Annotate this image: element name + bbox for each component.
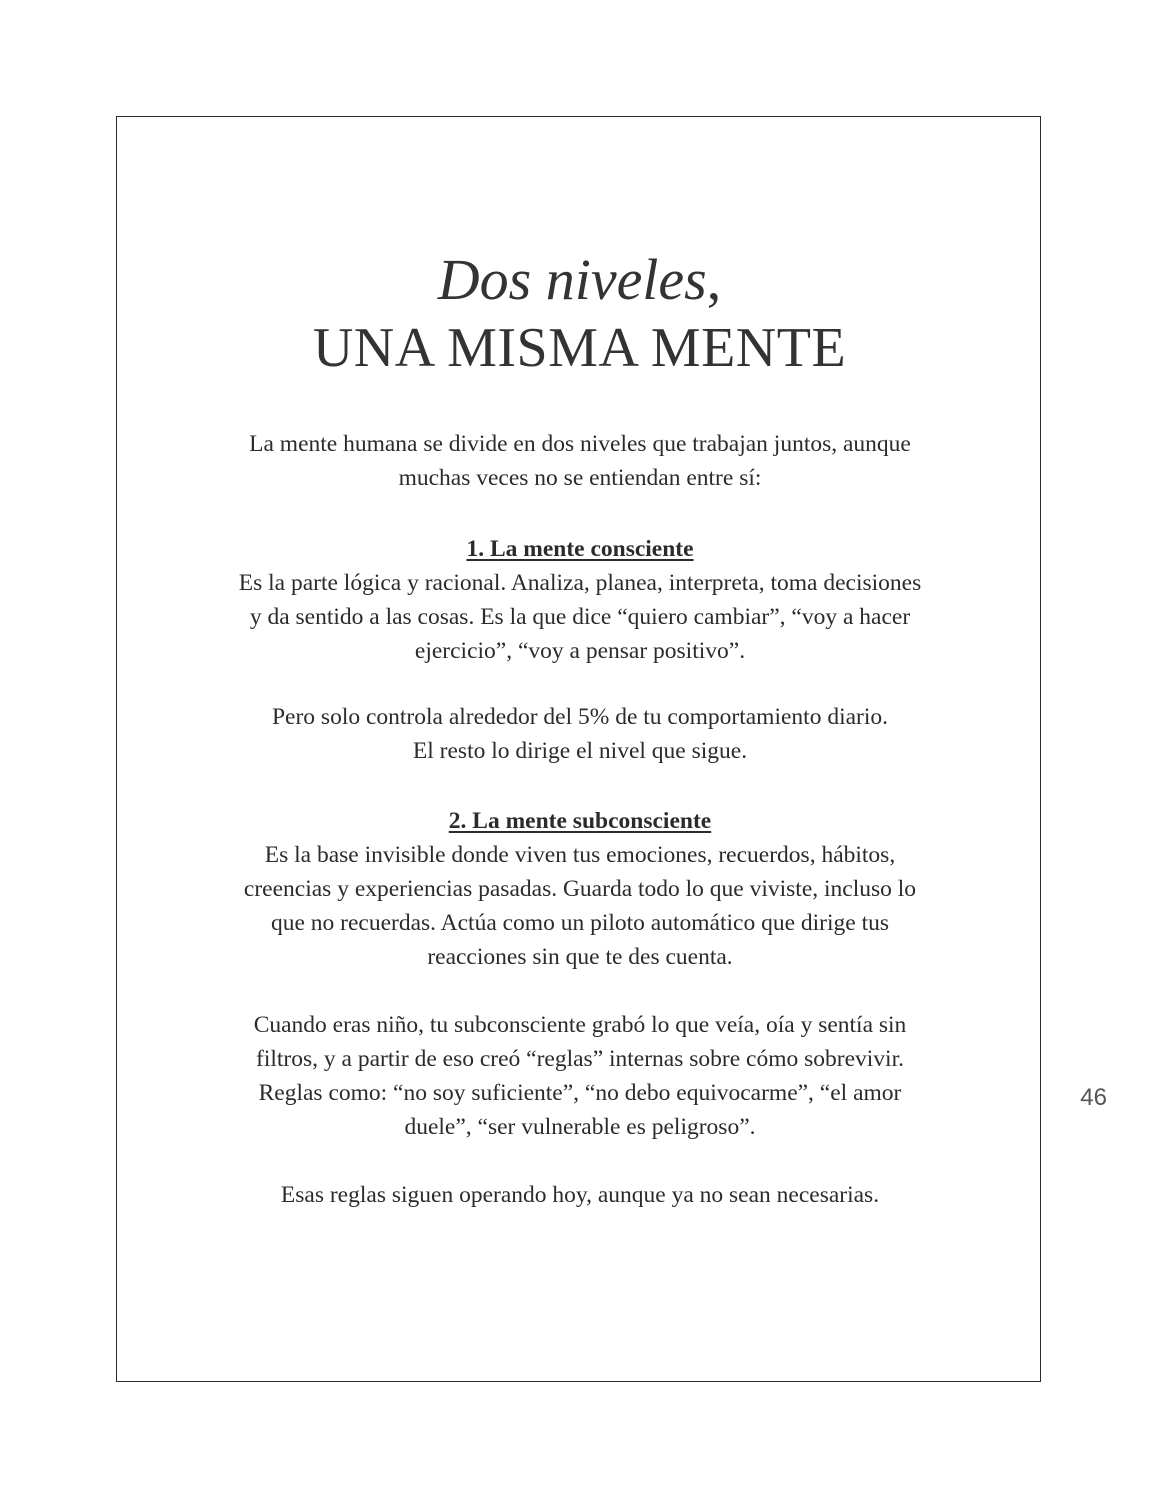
intro-paragraph [170,427,990,495]
section-line: reacciones sin que te des cuenta. [427,944,733,970]
paragraph-line: duele”, “ser vulnerable es peligroso”. [404,1114,756,1140]
section-line: Es la base invisible donde viven tus emociones, recuerdos, hábitos, [264,842,896,868]
closing-line: Esas reglas siguen operando hoy, aunque ya no sean necesarias. [280,1182,880,1208]
closing-paragraph [170,1178,990,1212]
note-line: El resto lo dirige el nivel que sigue. [412,738,748,764]
page-title [0,245,1159,381]
title-line-italic [0,245,1159,315]
conscious-note-paragraph [170,700,990,768]
section-heading-conscious: 1. La mente consciente [466,536,694,562]
section-conscious [170,532,990,668]
paragraph-line: Cuando eras niño, tu subconsciente grabó lo que veía, oía y sentía sin [253,1012,907,1038]
section-line: Es la parte lógica y racional. Analiza, planea, interpreta, toma decisiones [238,570,922,596]
section-line: creencias y experiencias pasadas. Guarda todo lo que viviste, incluso lo [243,876,917,902]
section-line: y da sentido a las cosas. Es la que dice “quiero cambiar”, “voy a hacer [249,604,911,630]
paragraph-line: filtros, y a partir de eso creó “reglas” internas sobre cómo sobrevivir. [256,1046,904,1072]
childhood-paragraph [170,1008,990,1144]
section-heading-subconscious: 2. La mente subconsciente [448,808,712,834]
intro-line: muchas veces no se entiendan entre sí: [398,465,762,491]
section-line: que no recuerdas. Actúa como un piloto automático que dirige tus [270,910,889,936]
intro-line: La mente humana se divide en dos niveles que trabajan juntos, aunque [249,431,911,457]
title-line-caps: UNA MISMA MENTE [312,317,847,379]
title-italic-text: Dos niveles [437,247,707,312]
note-line: Pero solo controla alrededor del 5% de tu comportamiento diario. [271,704,889,730]
section-line: ejercicio”, “voy a pensar positivo”. [414,638,746,664]
title-comma: , [706,247,722,312]
section-subconscious [170,804,990,974]
page-number: 46 [1080,1084,1107,1111]
paragraph-line: Reglas como: “no soy suficiente”, “no debo equivocarme”, “el amor [258,1080,902,1106]
